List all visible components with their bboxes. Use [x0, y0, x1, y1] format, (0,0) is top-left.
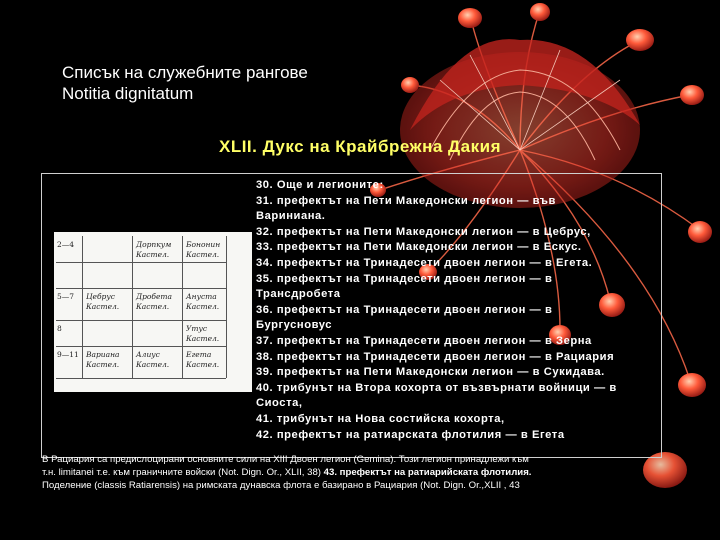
scan-cell: Дробета Кастел. [136, 292, 173, 311]
footnote-line-1: В Рациария са предислоцирани основните сили на XIII Двоен легион (Gemina). Този легион принадлежи към [42, 454, 529, 465]
footnote-line-3: Поделение (classis Ratiarensis) на римската дунавска флота е базирано в Рациария (Not. Dign. Or.,XLII , 43 [42, 480, 520, 491]
list-item: Бургусновус [256, 319, 333, 332]
scan-rule [226, 236, 227, 378]
scan-cell: Ануста Кастел. [186, 292, 220, 311]
list-item: 31. префектът на Пети Македонски легион — във [256, 194, 556, 207]
scan-cell: Утус Кастел. [186, 324, 220, 343]
scan-cell: Цебрус Кастел. [86, 292, 120, 311]
scan-rule [132, 236, 133, 378]
scan-cell: Дорпкум Кастел. [136, 240, 172, 259]
list-item: Сиоста, [256, 397, 303, 410]
list-item: 42. префектът на ратиарската флотилия — в Егета [256, 428, 565, 441]
scan-row-number: 9—11 [57, 350, 79, 359]
list-item: Трансдробета [256, 288, 341, 301]
list-item: 38. префектът на Тринадесети двоен легион — в Рациария [256, 350, 615, 363]
list-item: 32. префектът на Пети Македонски легион — в Цебрус, [256, 225, 591, 238]
scan-row-number: 2—4 [57, 240, 75, 249]
header-line-1: Списък на служебните рангове [62, 63, 308, 82]
manuscript-scan-image [54, 232, 252, 392]
list-item: 40. трибунът на Втора кохорта от възвърнати войници — в [256, 381, 617, 394]
list-item: 33. префектът на Пети Македонски легион — в Ескус. [256, 241, 582, 254]
list-item: 30. Още и легионите: [256, 179, 384, 191]
header-line-2: Notitia dignitatum [62, 84, 194, 103]
footnote-line-2 [42, 466, 720, 479]
list-item: 35. префектът на Тринадесети двоен легион — в [256, 272, 553, 285]
list-item: Вариниана. [256, 210, 326, 223]
scan-rule [56, 378, 226, 379]
slide-header [62, 62, 308, 104]
footnote-line-2-text: т.н. limitanei т.е. към граничните войски (Not. Dign. Or., XLII, 38) [42, 467, 321, 478]
list-item: 36. префектът на Тринадесети двоен легион — в [256, 303, 553, 316]
footnote [42, 453, 720, 492]
scan-cell: Егета Кастел. [186, 350, 220, 369]
list-item: 41. трибунът на Нова состийска кохорта, [256, 412, 505, 425]
scan-row-number: 8 [57, 324, 62, 333]
scan-cell: Бононин Кастел. [186, 240, 221, 259]
list-item: 39. префектът на Пети Македонски легион — в Сукидава. [256, 366, 605, 379]
list-item: 34. префектът на Тринадесети двоен легион — в Егета. [256, 256, 593, 269]
scan-row-number: 5—7 [57, 292, 75, 301]
scan-cell: Вариана Кастел. [86, 350, 120, 369]
scan-cell: Алиус Кастел. [136, 350, 170, 369]
scan-rule [82, 236, 83, 378]
scan-rule [182, 236, 183, 378]
slide-title: XLII. Дукс на Крайбрежна Дакия [218, 137, 502, 156]
footnote-line-2-overlay: 43. префектът на ратиарийската флотилия. [323, 467, 532, 478]
ranks-list [256, 178, 656, 443]
list-item: 37. префектът на Тринадесети двоен легион — в Зерна [256, 334, 592, 347]
